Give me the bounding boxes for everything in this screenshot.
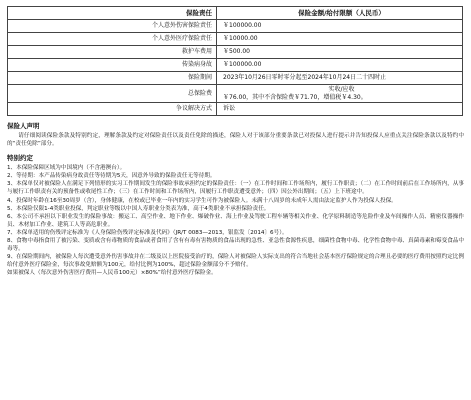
special-term-item: 6、本公司不承担以下职业发生的保险事故：搬运工、高空作业、地下作业、爆破作业、海上作业及驾驶工程车辆等相关作业、化学原料制造等危险作业及车间操作人员、精密仪器操作员、木材加工作业、建筑工人等高危职业。 [7, 213, 464, 228]
header-amount: 保险金额/给付限额（人民币） [217, 7, 463, 20]
row-label: 保险期间 [8, 72, 217, 85]
row-label: 个人意外医疗保险责任 [8, 33, 217, 46]
table-row [8, 46, 463, 59]
special-term-item: 9、在保险期间内，被保险人每次遭受意外伤害事故并在二级及以上医院接受治疗的，保险人对被保险人实际支出的符合当地社会基本医疗保险规定的合理且必要的医疗费用按照约定比例给付意外医疗保险金，每次事故免赔额为100元，给付比例为100%，超过保险金额部分不予赔付。 [7, 254, 464, 269]
table-row [8, 20, 463, 33]
special-term-item: 5、本保险仅限1-4类职业投保，判定职业等级以中国人寿职业分类表为准，高于4类职业不承担保险责任。 [7, 205, 270, 212]
premium-label: 总保险费 [8, 85, 217, 103]
special-term-item: 如果被保人（每次意外伤害医疗费用—人民币100元）×80%”给付意外医疗保险金。 [7, 270, 217, 277]
dispute-row [8, 103, 463, 116]
row-value: ￥100000.00 [217, 20, 463, 33]
premium-value [217, 85, 463, 103]
header-coverage: 保险责任 [8, 7, 217, 20]
declaration-title: 保险人声明 [7, 122, 40, 130]
dispute-value: 诉讼 [217, 103, 463, 116]
row-label: 个人意外伤害保险责任 [8, 20, 217, 33]
special-term-item: 4、投保时年龄在16至30周岁（含），身体健康，在校或已毕业一年内的实习学生可作为被保险人。未满十八周岁的未成年人需由法定监护人作为投保人投保。 [7, 197, 397, 204]
row-label: 救护车费用 [8, 46, 217, 59]
declaration-text: 请仔细阅读保险条款及特别约定，理解条款及约定对保险责任以及责任免除的描述，保险人对于该部分重要条款已对投保人进行提示并告知投保人应重点关注保险条款以及特约中的“责任免除”部分。 [7, 133, 464, 148]
special-term-item: 8、食物中毒指食用了被污染、变质或含有毒物质的食品或者食用了含有有毒有害物质的食品出现的急性、亚急性食源性疾患，细菌性食物中毒、化学性食物中毒、真菌毒素和霉变食品中毒等。 [7, 238, 464, 253]
special-term-item: 7、本保单适用的伤残评定标准为《人身保险伤残评定标准及代码》（JR/T 0083—2013，银监发〔2014〕6号）。 [7, 229, 288, 236]
row-label: 传染病身故 [8, 59, 217, 72]
premium-row [8, 85, 463, 103]
row-value: ￥100000.00 [217, 59, 463, 72]
special-terms-title: 特别约定 [7, 154, 33, 163]
row-value: 2023年10月26日零时零分起至2024年10月24日二十四时止 [217, 72, 463, 85]
special-term-item: 2、等待期：本产品传染病身故责任等待期为5天，因意外导致的保险责任无等待期。 [7, 173, 216, 180]
table-row [8, 72, 463, 85]
coverage-table-header [8, 7, 463, 20]
policy-document [7, 6, 464, 278]
coverage-table [7, 6, 463, 116]
special-term-item: 1、本保险保障区域为中国境内（不含港澳台）。 [7, 165, 126, 172]
dispute-label: 争议解决方式 [8, 103, 217, 116]
table-row [8, 33, 463, 46]
special-term-item: 3、本保单仅对被保险人在满足下列情形的实习工作期间发生的保险事故承担约定的保险责任：（一）在工作时间和工作场所内，履行工作职责；（二）在工作时间前后在工作场所内，从事与履行工作职责有关的预备性或收尾性工作；（三）在工作时间和工作场所内，因履行工作职责遭受意外；（四）因公外出期间；（五）上下班途中。 [7, 181, 464, 196]
table-row [8, 59, 463, 72]
row-value: ￥500.00 [217, 46, 463, 59]
premium-status: 实收/应收 [328, 86, 355, 93]
premium-detail: ￥76.00，其中不含保险费￥71.70，增值税￥4.30。 [223, 93, 367, 101]
row-value: ￥10000.00 [217, 33, 463, 46]
